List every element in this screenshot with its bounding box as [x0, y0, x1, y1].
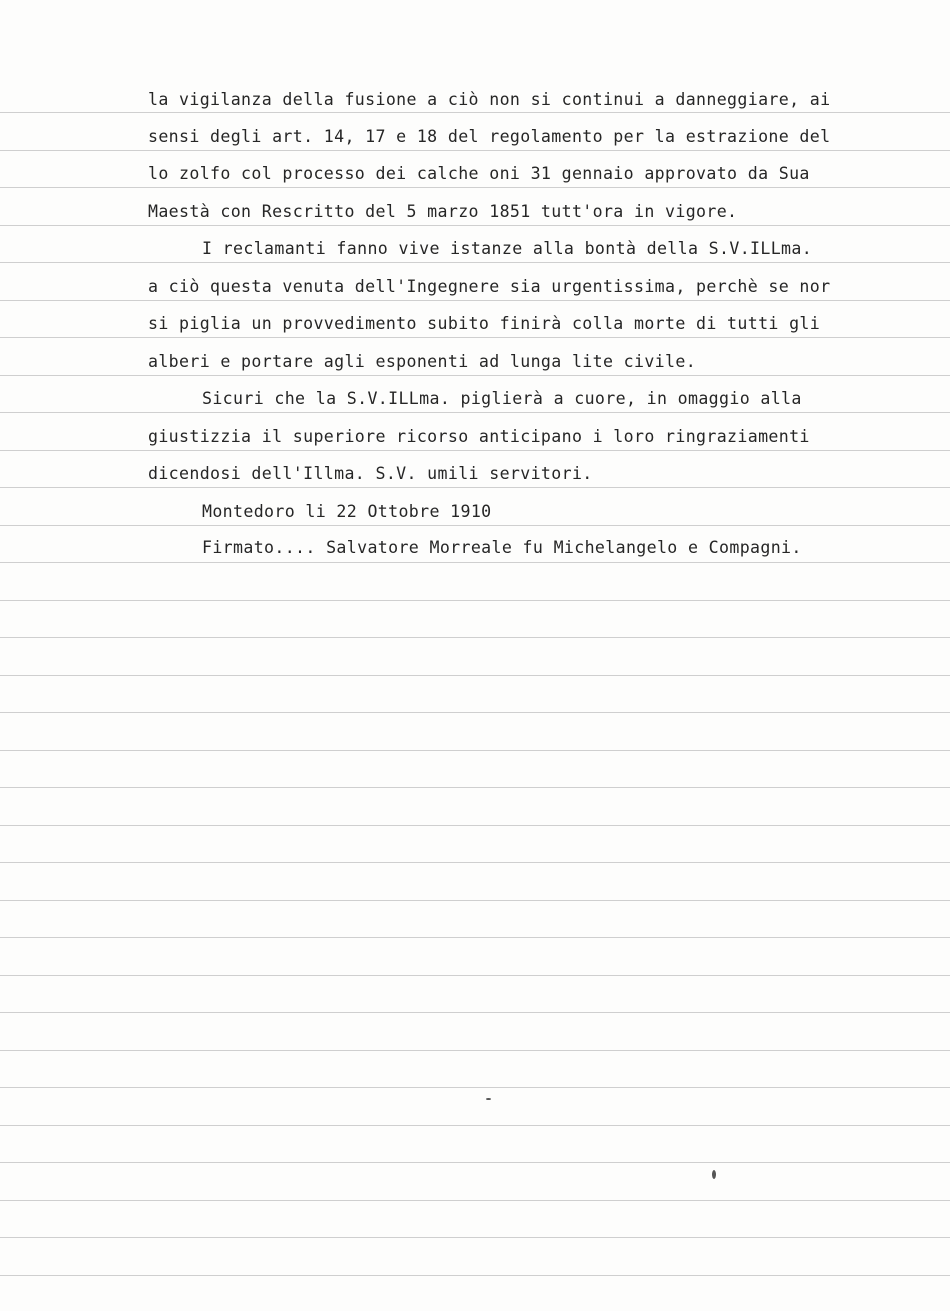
paper-rule — [0, 1125, 950, 1126]
paper-rule — [0, 337, 950, 338]
paper-rule — [0, 112, 950, 113]
place-date: Montedoro li 22 Ottobre 1910 — [202, 502, 492, 521]
paper-rule — [0, 525, 950, 526]
paragraph-1-line-2: sensi degli art. 14, 17 e 18 del regolamento per la estrazione del — [148, 127, 831, 146]
paper-rule — [0, 1162, 950, 1163]
paragraph-3-line-3: dicendosi dell'Illma. S.V. umili servitori. — [148, 464, 593, 483]
paragraph-1-line-1: la vigilanza della fusione a ciò non si continui a danneggiare, ai — [148, 90, 831, 109]
paragraph-3-line-2: giustizzia il superiore ricorso anticipano i loro ringraziamenti — [148, 427, 810, 446]
paper-rule — [0, 975, 950, 976]
paragraph-2-line-2: a ciò questa venuta dell'Ingegnere sia urgentissima, perchè se nor — [148, 277, 831, 296]
paper-rule — [0, 487, 950, 488]
ink-speck — [712, 1170, 716, 1179]
paper-rule — [0, 262, 950, 263]
paper-rule — [0, 1050, 950, 1051]
paragraph-1-line-3: lo zolfo col processo dei calche oni 31 gennaio approvato da Sua — [148, 164, 810, 183]
paper-rule — [0, 750, 950, 751]
paper-rule — [0, 375, 950, 376]
ink-speck — [486, 1098, 491, 1100]
paper-rule — [0, 787, 950, 788]
paper-rule — [0, 712, 950, 713]
paper-rule — [0, 450, 950, 451]
paper-rule — [0, 862, 950, 863]
paper-rule — [0, 675, 950, 676]
paper-rule — [0, 150, 950, 151]
paper-rule — [0, 1275, 950, 1276]
paragraph-2-line-3: si piglia un provvedimento subito finirà colla morte di tutti gli — [148, 314, 821, 333]
signature: Firmato.... Salvatore Morreale fu Michelangelo e Compagni. — [202, 538, 802, 557]
paper-rule — [0, 300, 950, 301]
paragraph-2-line-1: I reclamanti fanno vive istanze alla bontà della S.V.ILLma. — [202, 239, 813, 258]
paper-rule — [0, 825, 950, 826]
paragraph-1-line-4: Maestà con Rescritto del 5 marzo 1851 tutt'ora in vigore. — [148, 202, 738, 221]
paragraph-2-line-4: alberi e portare agli esponenti ad lunga lite civile. — [148, 352, 697, 371]
paper-rule — [0, 937, 950, 938]
paper-rule — [0, 225, 950, 226]
paper-rule — [0, 600, 950, 601]
paper-rule — [0, 412, 950, 413]
paper-rule — [0, 1087, 950, 1088]
paper-rule — [0, 637, 950, 638]
paragraph-3-line-1: Sicuri che la S.V.ILLma. piglierà a cuore, in omaggio alla — [202, 389, 802, 408]
paper-rule — [0, 1012, 950, 1013]
paper-rule — [0, 1237, 950, 1238]
paper-rule — [0, 187, 950, 188]
paper-rule — [0, 1200, 950, 1201]
paper-rule — [0, 900, 950, 901]
paper-rule — [0, 562, 950, 563]
